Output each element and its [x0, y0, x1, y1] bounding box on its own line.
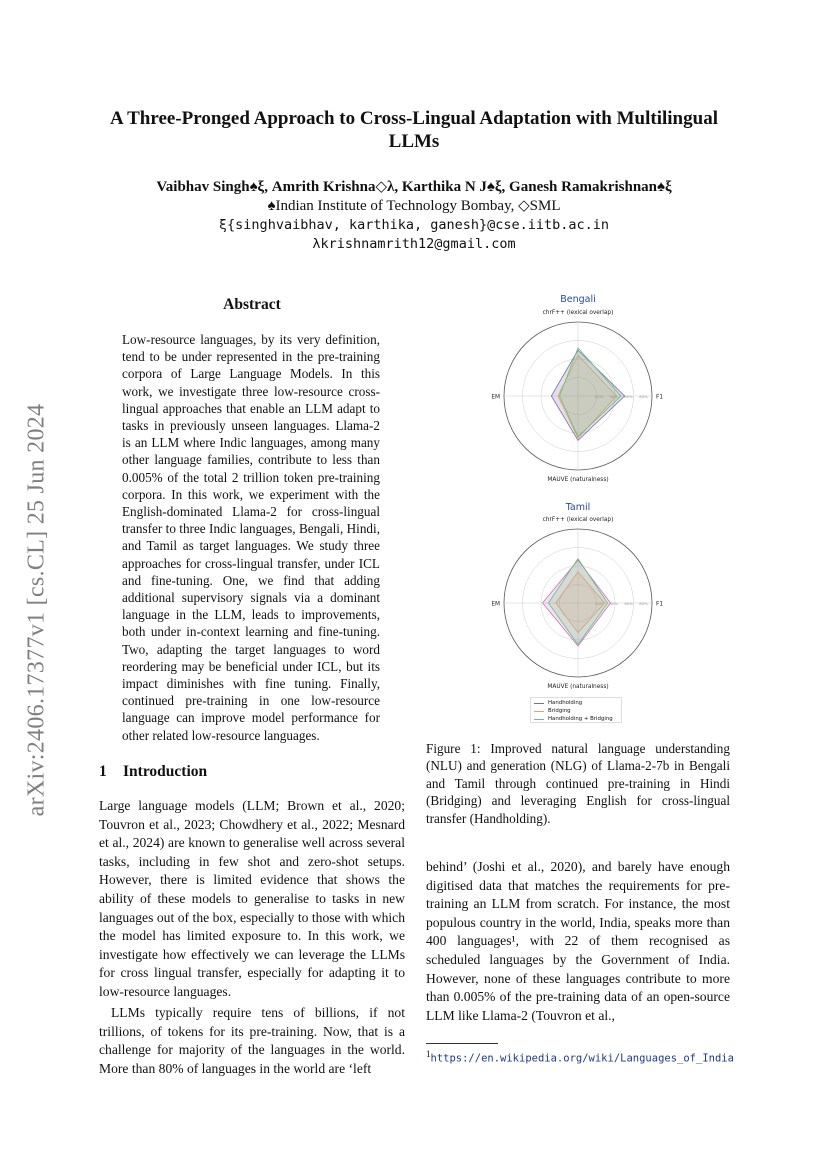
footnote-number: 1: [426, 1049, 431, 1059]
axis-label: MAUVE (naturalness): [547, 684, 609, 690]
paper-title: A Three-Pronged Approach to Cross-Lingual Adaptation with Multilingual LLMs: [110, 108, 718, 152]
author-block: [84, 178, 744, 254]
axis-label: EM: [491, 394, 500, 401]
axis-label: F1: [656, 601, 664, 608]
intro-paragraph-2: LLMs typically require tens of billions, if not trillions, of tokens for its pre-training. Now, that is a challenge for majority of the languages in the world. More than 80% of languages in the world are ‘left: [99, 1005, 405, 1076]
affiliations: ♠Indian Institute of Technology Bombay, ◇SML: [267, 198, 561, 214]
footnote: [426, 1047, 734, 1066]
chart-legend: [530, 697, 622, 723]
radial-tick-label: 40%: [609, 394, 619, 399]
footnote-rule: [426, 1043, 498, 1044]
radial-tick-label: 20%: [594, 394, 604, 399]
axis-label: chrF++ (lexical overlap): [542, 310, 614, 316]
radial-tick-label: 60%: [624, 394, 633, 399]
section-heading: [99, 763, 405, 781]
footnote-link[interactable]: https://en.wikipedia.org/wiki/Languages_of_India: [430, 1052, 734, 1065]
radial-tick-label: 80%: [639, 394, 648, 399]
radial-tick-label: 40%: [609, 601, 619, 606]
radial-tick-label: 60%: [624, 601, 633, 606]
abstract-heading: Abstract: [223, 296, 281, 313]
chart-title: Bengali: [560, 294, 596, 305]
axis-label: EM: [491, 601, 500, 608]
axis-label: MAUVE (naturalness): [547, 477, 609, 483]
radial-tick-label: 20%: [594, 601, 604, 606]
series-polygon-handholding-bridging: [548, 559, 607, 645]
email-line-2: λkrishnamrith12@gmail.com: [312, 236, 516, 252]
axis-label: chrF++ (lexical overlap): [542, 517, 614, 523]
section-title: Introduction: [123, 763, 208, 780]
figure-caption: Figure 1: Improved natural language understanding (NLU) and generation (NLG) of Llama-2-7b in Bengali and Tamil through continued pre-training in Hindi (Bridging) and leveraging English for cross-lingual transfer (Handholding).: [426, 741, 730, 826]
section-number: 1: [99, 763, 107, 780]
axis-label: F1: [656, 394, 664, 401]
arxiv-identifier: arXiv:2406.17377v1 [cs.CL] 25 Jun 2024: [23, 403, 50, 817]
legend-item-bridging: Bridging: [534, 707, 618, 715]
radar-charts: [484, 290, 674, 730]
legend-item-handholding-bridging: Handholding + Bridging: [534, 715, 618, 723]
chart-title: Tamil: [565, 502, 591, 513]
email-line-1: ξ{singhvaibhav, karthika, ganesh}@cse.iitb.ac.in: [218, 217, 610, 233]
figure-1: [484, 290, 674, 730]
author-names: Vaibhav Singh♠ξ, Amrith Krishna◇λ, Karthika N J♠ξ, Ganesh Ramakrishnan♠ξ: [156, 179, 672, 195]
intro-paragraph-1: Large language models (LLM; Brown et al., 2020; Touvron et al., 2023; Chowdhery et al., 2022; Mesnard et al., 2024) are known to generalise well across several tasks, including in few shot and zero-shot setups. However, there is limited evidence that shows the ability of these models to generalise to tasks in new languages out of the box, especially to those with which the model has limited exposure to. In this work, we investigate how effectively we can leverage the LLMs for cross lingual transfer, especially for adapting it to low-resource languages.: [99, 798, 405, 999]
radial-tick-label: 80%: [639, 601, 648, 606]
right-column-paragraph: behind’ (Joshi et al., 2020), and barely have enough digitised data that matches the requirements for pre-training an LLM from scratch. For instance, the most populous country in the world, India, speaks more than 400 languages¹, with 22 of them recognised as scheduled languages by the Government of India. However, none of these languages contribute to more than 0.005% of the pre-training data of an open-source LLM like Llama-2 (Touvron et al.,: [426, 859, 730, 1023]
abstract-body: Low-resource languages, by its very definition, tend to be under represented in the pre-training corpora of Large Language Models. In this work, we investigate three low-resource cross-lingual approaches that enable an LLM adapt to tasks in previously unseen languages. Llama-2 is an LLM where Indic languages, among many other language families, contribute to less than 0.005% of the total 2 trillion token pre-training corpora. In this work, we experiment with the English-dominated Llama-2 for cross-lingual transfer to three Indic languages, Bengali, Hindi, and Tamil as target languages. We study three approaches for cross-lingual transfer, under ICL and fine-tuning. One, we find that adding additional supervisory signals via a dominant language in the LLM, leads to improvements, both under in-context learning and fine-tuning. Two, adapting the target languages to word reordering may be beneficial under ICL, but its impact diminishes with fine tuning. Finally, continued pre-training in one low-resource language can improve model performance for other related low-resource languages.: [122, 332, 380, 743]
legend-item-handholding: Handholding: [534, 699, 618, 707]
